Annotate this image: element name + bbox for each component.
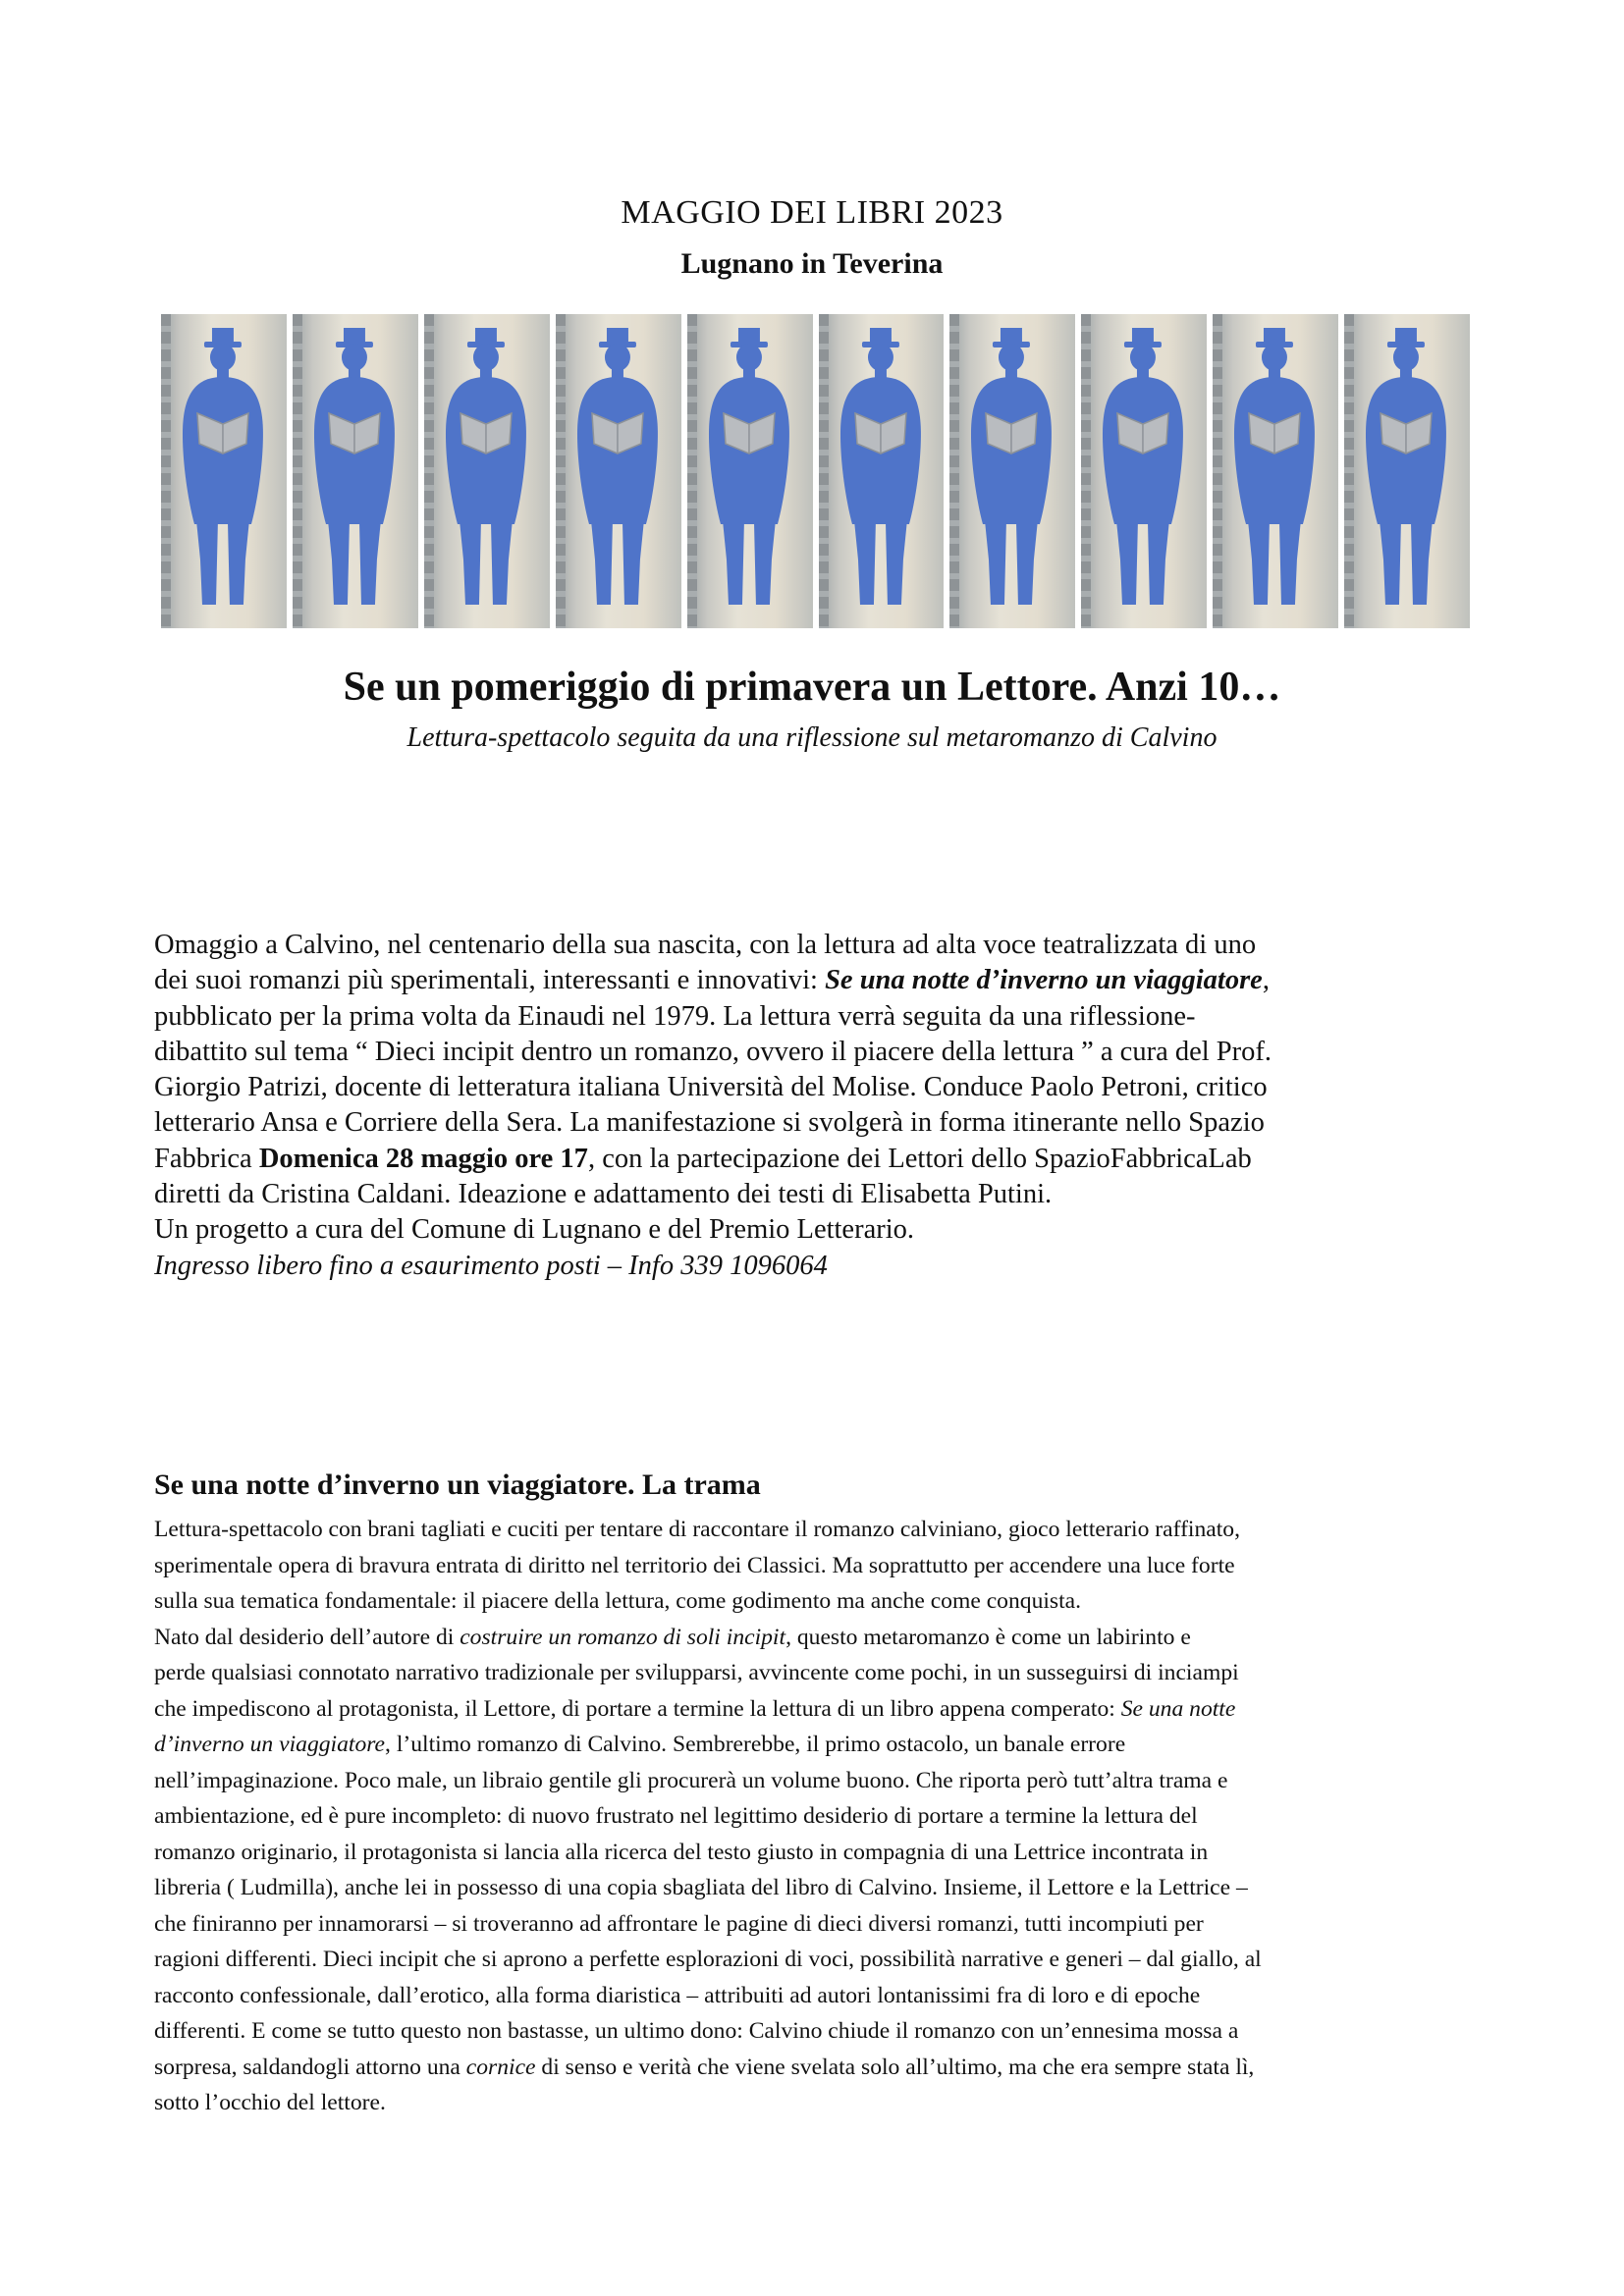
reader-silhouette-icon — [949, 314, 1075, 628]
plot-line: sulla sua tematica fondamentale: il piacere della lettura, come godimento ma anche come conquista. — [154, 1588, 1082, 1614]
reader-silhouette-icon — [556, 314, 681, 628]
reader-silhouette-panel — [556, 314, 681, 628]
event-title: MAGGIO DEI LIBRI 2023 — [621, 194, 1003, 231]
reader-silhouette-panel — [949, 314, 1075, 628]
intro-text: , con la partecipazione dei Lettori dello SpazioFabbricaLab — [587, 1143, 1252, 1174]
reader-silhouette-panel — [1213, 314, 1338, 628]
event-date: Domenica 28 maggio ore 17 — [258, 1143, 588, 1174]
intro-line: pubblicato per la prima volta da Einaudi nel 1979. La lettura verrà seguita da una riflessione- — [154, 1000, 1196, 1032]
intro-line: Omaggio a Calvino, nel centenario della sua nascita, con la lettura ad alta voce teatralizzata di uno — [154, 930, 1257, 960]
plot-emphasis: costruire un romanzo di soli incipit — [460, 1624, 786, 1650]
reader-silhouette-icon — [161, 314, 287, 628]
reader-silhouette-icon — [293, 314, 418, 628]
reader-silhouette-panel — [161, 314, 287, 628]
intro-text: Fabbrica — [154, 1143, 259, 1174]
intro-line — [154, 963, 1475, 998]
plot-text: che impediscono al protagonista, il Lettore, di portare a termine la lettura di un libro appena comperato: — [154, 1695, 1121, 1722]
event-location: Lugnano in Teverina — [680, 247, 944, 280]
plot-paragraph — [154, 1512, 1475, 2121]
plot-line: che finiranno per innamorarsi – si troveranno ad affrontare le pagine di dieci diversi romanzi, tutti incompiuti per — [154, 1910, 1204, 1937]
intro-line: Giorgio Patrizi, docente di letteratura italiana Università del Molise. Conduce Paolo Petroni, critico — [154, 1072, 1268, 1103]
intro-line: Un progetto a cura del Comune di Lugnano e del Premio Letterario. — [154, 1214, 915, 1246]
entry-info: Ingresso libero fino a esaurimento posti – Info 339 1096064 — [154, 1250, 828, 1281]
reader-silhouette-icon — [687, 314, 813, 628]
plot-line — [154, 2050, 1475, 2086]
intro-line: dibattito sul tema “ Dieci incipit dentro un romanzo, ovvero il piacere della lettura ” a cura del Prof. — [154, 1036, 1272, 1067]
plot-line — [154, 1691, 1475, 1728]
reader-silhouette-panel — [819, 314, 945, 628]
reader-silhouette-panel — [1081, 314, 1207, 628]
book-title: Se una notte — [1120, 1695, 1236, 1722]
reader-silhouette-panel — [1344, 314, 1470, 628]
plot-line: ambientazione, ed è pure incompleto: di nuovo frustrato nel legittimo desiderio di portare a termine la lettura del — [154, 1803, 1198, 1829]
intro-paragraph — [154, 928, 1475, 1284]
plot-line: perde qualsiasi connotato narrativo tradizionale per svilupparsi, avvincente come pochi, in un susseguirsi di inciampi — [154, 1660, 1239, 1685]
main-subtitle: Lettura-spettacolo seguita da una riflessione sul metaromanzo di Calvino — [406, 722, 1218, 753]
plot-emphasis: cornice — [465, 2054, 536, 2080]
plot-text: di senso e verità che viene svelata solo all’ultimo, ma che era sempre stata lì, — [535, 2054, 1255, 2080]
intro-line: diretti da Cristina Caldani. Ideazione e adattamento dei testi di Elisabetta Putini. — [154, 1179, 1053, 1210]
plot-line — [154, 1727, 1475, 1763]
reader-silhouette-icon — [1344, 314, 1470, 628]
plot-text: sorpresa, saldandogli attorno una — [154, 2054, 466, 2080]
reader-silhouette-panel — [687, 314, 813, 628]
reader-silhouette-panel — [293, 314, 418, 628]
reader-silhouette-icon — [1213, 314, 1338, 628]
plot-line: libreria ( Ludmilla), anche lei in possesso di una copia sbagliata del libro di Calvino. Insieme, il Lettore e la Lettrice – — [154, 1875, 1248, 1900]
plot-line — [154, 1620, 1475, 1656]
reader-silhouette-panel — [424, 314, 550, 628]
plot-text: , questo metaromanzo è come un labirinto e — [785, 1624, 1191, 1650]
plot-line: nell’impaginazione. Poco male, un libraio gentile gli procurerà un volume buono. Che riporta però tutt’altra trama e — [154, 1767, 1228, 1793]
intro-line — [154, 1142, 1475, 1177]
reader-silhouette-banner — [161, 314, 1470, 628]
plot-line: sperimentale opera di bravura entrata di diritto nel territorio dei Classici. Ma soprattutto per accendere una luce forte — [154, 1552, 1235, 1578]
intro-line: letterario Ansa e Corriere della Sera. La manifestazione si svolgerà in forma itinerante nello Spazio — [154, 1107, 1265, 1139]
plot-text: , l’ultimo romanzo di Calvino. Sembrerebbe, il primo ostacolo, un banale errore — [385, 1732, 1126, 1757]
plot-line: ragioni differenti. Dieci incipit che si aprono a perfette esplorazioni di voci, possibilità narrative e generi – dal giallo, al — [154, 1947, 1262, 1972]
book-title: d’inverno un viaggiatore — [154, 1732, 386, 1757]
intro-text: , — [1262, 965, 1270, 996]
plot-text: Nato dal desiderio dell’autore di — [154, 1624, 460, 1650]
reader-silhouette-icon — [424, 314, 550, 628]
reader-silhouette-icon — [819, 314, 945, 628]
book-title: Se una notte d’inverno un viaggiatore — [825, 965, 1263, 996]
plot-line: differenti. E come se tutto questo non bastasse, un ultimo dono: Calvino chiude il romanzo con un’ennesima mossa a — [154, 2018, 1239, 2044]
intro-text: dei suoi romanzi più sperimentali, interessanti e innovativi: — [154, 965, 826, 996]
plot-heading: Se una notte d’inverno un viaggiatore. La trama — [154, 1468, 761, 1501]
main-title: Se un pomeriggio di primavera un Lettore. Anzi 10… — [343, 665, 1281, 710]
plot-line: romanzo originario, il protagonista si lancia alla ricerca del testo giusto in compagnia di una Lettrice incontrata in — [154, 1839, 1209, 1865]
reader-silhouette-icon — [1081, 314, 1207, 628]
plot-line: Lettura-spettacolo con brani tagliati e cuciti per tentare di raccontare il romanzo calviniano, gioco letterario raffinato, — [154, 1517, 1241, 1542]
plot-line: sotto l’occhio del lettore. — [154, 2090, 386, 2115]
plot-line: racconto confessionale, dall’erotico, alla forma diaristica – attribuiti ad autori lontanissimi fra di loro e di epoche — [154, 1982, 1201, 2008]
